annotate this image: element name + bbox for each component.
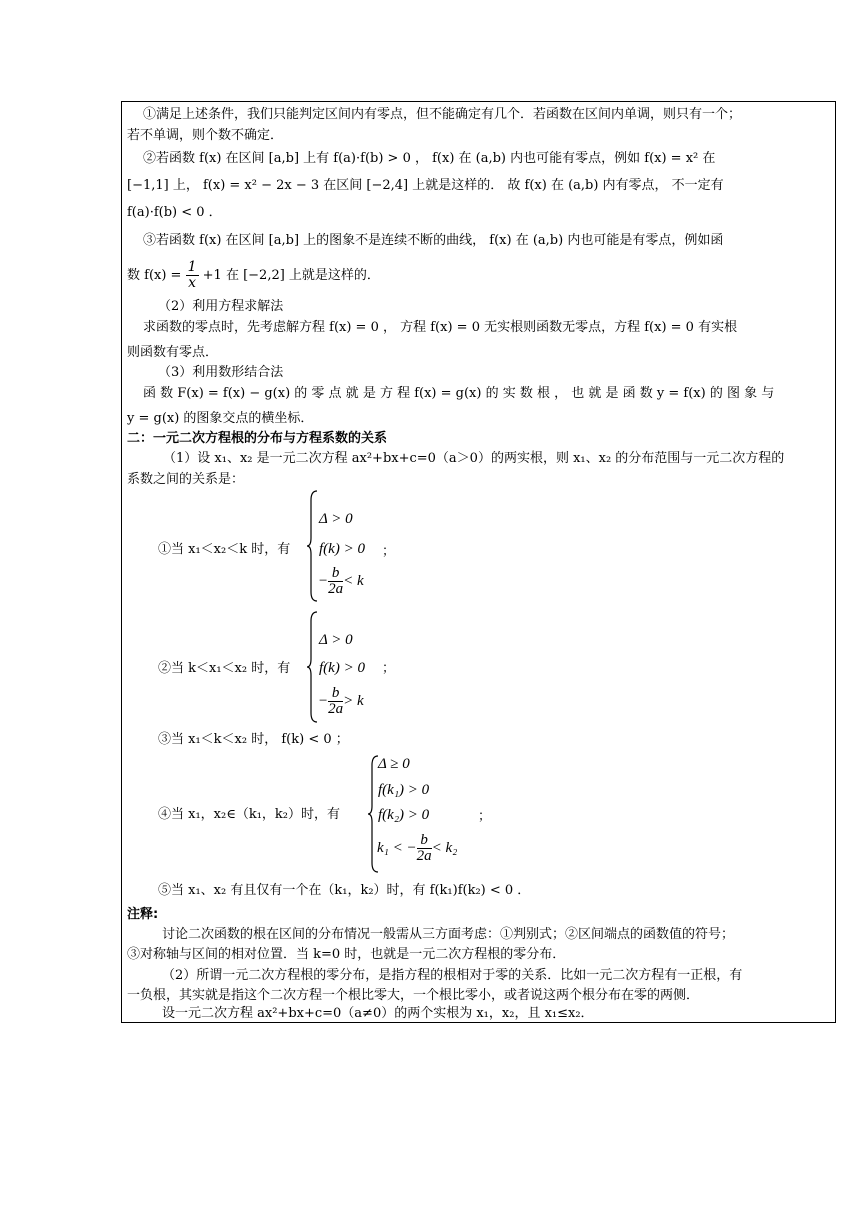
note-1-cont: ③对称轴与区间的相对位置．当 k=0 时，也就是一元二次方程根的零分布． <box>127 947 566 962</box>
compare: > k <box>343 692 364 709</box>
minus: − <box>318 572 329 589</box>
case-5: ⑤当 x₁、x₂ 有且仅有一个在（k₁，k₂）时，有 f(k₁)f(k₂) < 0 ． <box>158 883 531 898</box>
case-4-line-3: f(k₂) > 0 <box>378 807 430 823</box>
paragraph-2-cont: [−1,1] 上， f(x) = x² − 2x − 3 在区间 [−2,4] 上就是这样的． 故 f(x) 在 (a,b) 内有零点， 不一定有 <box>127 178 724 193</box>
paragraph-5: 函 数 F(x) = f(x) − g(x) 的 零 点 就 是 方 程 f(x) = g(x) 的 实 数 根 ， 也 就 是 函 数 y = f(x) 的 图 象 与 <box>143 386 775 401</box>
case-1-line-3 <box>318 566 364 597</box>
note-2-cont: 一负根，其实就是指这个二次方程一个根比零大，一个根比零小，或者说这两个根分布在零的两侧． <box>127 988 700 1003</box>
case-2-end: ； <box>382 661 396 676</box>
p3-suffix: +1 在 [−2,2] 上就是这样的． <box>202 268 380 283</box>
paragraph-4-cont: 则函数有零点． <box>127 345 219 360</box>
lower-bound: k₁ < − <box>377 839 417 856</box>
paragraph-6: （1）设 x₁、x₂ 是一元二次方程 ax²+bx+c=0（a＞0）的两实根，则 x₁、x₂ 的分布范围与一元二次方程的 <box>163 451 785 466</box>
frac-num: b <box>328 686 343 702</box>
case-2-line-2: f(k) > 0 <box>319 660 365 676</box>
notes-heading: 注释: <box>127 907 159 922</box>
paragraph-1-cont: 若不单调，则个数不确定． <box>127 128 284 143</box>
case-1-line-2: f(k) > 0 <box>319 541 365 557</box>
case-4-line-2: f(k₁) > 0 <box>378 782 430 798</box>
frac-num: b <box>328 566 343 582</box>
note-1: 讨论二次函数的根在区间的分布情况一般需从三方面考虑：①判别式；②区间端点的函数值的符号； <box>162 927 735 942</box>
case-4-label: ④当 x₁，x₂∈（k₁，k₂）时，有 <box>158 807 341 822</box>
case-2-line-3 <box>318 686 364 717</box>
p3-prefix: 数 f(x) = <box>127 268 182 283</box>
case-3: ③当 x₁＜k＜x₂ 时， f(k) < 0 ； <box>158 732 349 747</box>
heading-method-2: （2）利用方程求解法 <box>158 299 284 314</box>
case-2-brace <box>306 611 318 723</box>
heading-method-3: （3）利用数形结合法 <box>158 365 284 380</box>
note-2: （2）所谓一元二次方程根的零分布，是指方程的根相对于零的关系．比如一元二次方程有一正根，有 <box>162 968 743 983</box>
case-1-end: ； <box>382 544 396 559</box>
upper-bound: < k₂ <box>431 839 458 856</box>
section-2-heading: 二：一元二次方程根的分布与方程系数的关系 <box>127 431 388 446</box>
paragraph-4: 求函数的零点时，先考虑解方程 f(x) = 0 ， 方程 f(x) = 0 无实根则函数无零点，方程 f(x) = 0 有实根 <box>143 320 738 335</box>
minus: − <box>318 692 329 709</box>
paragraph-5-cont: y = g(x) 的图象交点的横坐标． <box>127 411 314 426</box>
case-4-line-4 <box>377 833 457 864</box>
note-3: 设一元二次方程 ax²+bx+c=0（a≠0）的两个实根为 x₁，x₂，且 x₁≤x₂． <box>162 1006 594 1021</box>
case-1-brace <box>306 490 318 602</box>
frac-den: 2a <box>328 701 344 717</box>
paragraph-3: ③若函数 f(x) 在区间 [a,b] 上的图象不是连续不断的曲线， f(x) 在 (a,b) 内也可能是有零点，例如函 <box>143 233 724 248</box>
paragraph-2: ②若函数 f(x) 在区间 [a,b] 上有 f(a)·f(b) > 0 ， f(x) 在 (a,b) 内也可能有零点，例如 f(x) = x² 在 <box>143 151 716 166</box>
case-4-end: ； <box>478 809 492 824</box>
frac-den: x <box>188 275 196 291</box>
case-2-line-1: Δ > 0 <box>319 632 353 648</box>
paragraph-3-cont <box>127 258 380 294</box>
frac-den: 2a <box>416 848 432 864</box>
paragraph-2-end: f(a)·f(b) < 0 ． <box>127 205 222 220</box>
case-1-label: ①当 x₁＜x₂＜k 时，有 <box>158 542 291 557</box>
compare: < k <box>343 572 364 589</box>
paragraph-1: ①满足上述条件，我们只能判定区间内有零点，但不能确定有几个．若函数在区间内单调，则只有一个； <box>143 107 742 122</box>
frac-den: 2a <box>328 581 344 597</box>
case-1-line-1: Δ > 0 <box>319 511 353 527</box>
fraction-1-over-x <box>186 260 199 291</box>
frac-num: 1 <box>187 259 197 275</box>
case-4-line-1: Δ ≥ 0 <box>378 756 410 772</box>
case-2-label: ②当 k＜x₁＜x₂ 时，有 <box>158 661 291 676</box>
paragraph-6-cont: 系数之间的关系是： <box>127 472 245 487</box>
frac-num: b <box>417 833 432 849</box>
